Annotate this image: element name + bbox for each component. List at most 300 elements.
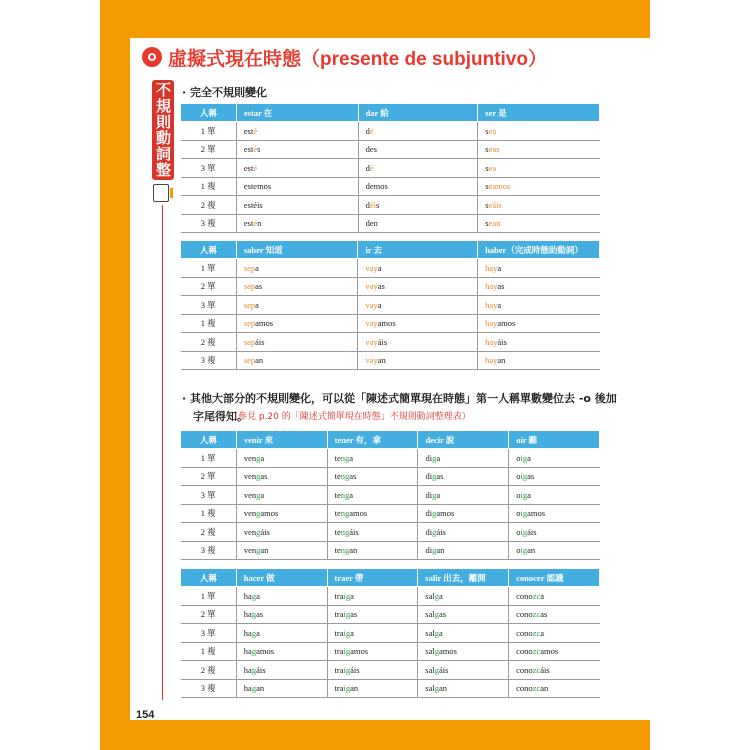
conjugation-cell bbox=[358, 122, 478, 141]
person-cell: 1 單 bbox=[181, 259, 237, 278]
verb-stem: hag bbox=[243, 646, 257, 657]
table-row bbox=[181, 351, 600, 370]
verb-highlight: vay bbox=[365, 281, 378, 292]
table-row bbox=[181, 449, 600, 468]
verb-highlight: vay bbox=[365, 355, 378, 366]
table-row bbox=[181, 259, 600, 278]
verb-stem: salg bbox=[425, 683, 439, 694]
table-row bbox=[181, 333, 600, 352]
verb-highlight: é bbox=[253, 125, 258, 136]
conjugation-cell bbox=[358, 314, 478, 333]
conjugation-table-saber-ir-haber bbox=[180, 240, 600, 370]
verb-highlight: sep bbox=[243, 318, 256, 329]
verb-highlight: an bbox=[350, 683, 359, 694]
verb-highlight: a bbox=[540, 627, 545, 638]
conjugation-cell bbox=[358, 259, 478, 278]
verb-highlight: an bbox=[260, 545, 269, 556]
verb-stem: est bbox=[243, 218, 254, 229]
verb-highlight: eamos bbox=[488, 181, 511, 192]
person-cell: 1 複 bbox=[181, 314, 237, 333]
verb-stem: den bbox=[365, 218, 378, 229]
table-row bbox=[181, 605, 600, 624]
header-verb: salir 出去，離開 bbox=[418, 569, 509, 587]
conjugation-cell bbox=[418, 449, 509, 468]
verb-stem: traig bbox=[334, 664, 351, 675]
verb-highlight: áis bbox=[540, 664, 550, 675]
verb-stem: dig bbox=[425, 489, 437, 500]
table-row bbox=[181, 214, 600, 233]
conjugation-cell bbox=[509, 605, 600, 624]
verb-highlight: a bbox=[527, 489, 531, 500]
conjugation-cell bbox=[236, 159, 358, 178]
table-row bbox=[181, 467, 600, 486]
verb-highlight: amos bbox=[349, 508, 368, 519]
conjugation-cell bbox=[358, 351, 478, 370]
header-verb: conocer 認識 bbox=[509, 569, 600, 587]
verb-stem: hag bbox=[243, 627, 257, 638]
verb-highlight: é bbox=[253, 162, 258, 173]
verb-rest: an bbox=[377, 355, 386, 366]
verb-stem: veng bbox=[243, 526, 261, 537]
conjugation-cell bbox=[478, 214, 600, 233]
verb-highlight: vay bbox=[365, 318, 378, 329]
verb-rest: as bbox=[255, 281, 263, 292]
conjugation-cell bbox=[358, 140, 478, 159]
notebook-icon bbox=[153, 184, 169, 202]
conjugation-cell bbox=[236, 504, 327, 523]
verb-highlight: an bbox=[438, 683, 448, 694]
conjugation-cell bbox=[509, 504, 600, 523]
verb-highlight: áis bbox=[350, 664, 360, 675]
person-cell: 2 單 bbox=[181, 140, 237, 159]
verb-highlight: sep bbox=[243, 299, 256, 310]
table-row bbox=[181, 661, 600, 680]
verb-highlight: ean bbox=[488, 218, 501, 229]
conjugation-cell bbox=[236, 587, 327, 606]
verb-highlight: a bbox=[256, 627, 260, 638]
header-verb: traer 帶 bbox=[327, 569, 418, 587]
person-cell: 3 複 bbox=[181, 679, 237, 698]
verb-stem: oig bbox=[516, 452, 528, 463]
conjugation-cell bbox=[236, 642, 327, 661]
conjugation-cell bbox=[478, 259, 600, 278]
verb-stem: oig bbox=[516, 526, 528, 537]
conjugation-cell bbox=[236, 661, 327, 680]
table-row bbox=[181, 486, 600, 505]
conjugation-cell bbox=[478, 277, 600, 296]
reference-note: （參見 p.20 的「陳述式簡單現在時態」不規則動詞整理表） bbox=[229, 412, 471, 422]
verb-highlight: a bbox=[349, 489, 354, 500]
person-cell: 1 複 bbox=[181, 642, 237, 661]
conjugation-cell bbox=[236, 196, 358, 215]
verb-stem: hag bbox=[243, 683, 257, 694]
page-number: 154 bbox=[136, 709, 155, 721]
verb-rest: a bbox=[497, 262, 502, 273]
verb-stem: salg bbox=[425, 664, 439, 675]
conjugation-cell bbox=[327, 504, 418, 523]
verb-stem: conozc bbox=[516, 609, 541, 620]
verb-stem: traig bbox=[334, 627, 351, 638]
verb-stem: est bbox=[243, 162, 254, 173]
verb-rest: n bbox=[257, 218, 262, 229]
conjugation-cell bbox=[236, 486, 327, 505]
conjugation-cell bbox=[236, 333, 358, 352]
person-cell: 2 複 bbox=[181, 661, 237, 680]
conjugation-cell bbox=[327, 679, 418, 698]
conjugation-cell bbox=[478, 140, 600, 159]
conjugation-cell bbox=[236, 605, 327, 624]
verb-stem: traig bbox=[334, 609, 351, 620]
person-cell: 1 單 bbox=[181, 122, 237, 141]
verb-stem: est bbox=[243, 144, 254, 155]
conjugation-cell bbox=[418, 605, 509, 624]
conjugation-cell bbox=[358, 277, 478, 296]
header-verb: haber（完成時態助動詞） bbox=[478, 241, 600, 259]
verb-rest: as bbox=[497, 281, 505, 292]
conjugation-cell bbox=[478, 333, 600, 352]
verb-highlight: amos bbox=[350, 646, 369, 657]
verb-highlight: as bbox=[438, 609, 447, 620]
conjugation-cell bbox=[327, 449, 418, 468]
conjugation-cell bbox=[509, 624, 600, 643]
conjugation-cell bbox=[236, 214, 358, 233]
conjugation-cell bbox=[478, 296, 600, 315]
verb-highlight: sep bbox=[243, 281, 256, 292]
verb-stem: des bbox=[365, 144, 377, 155]
verb-highlight: é bbox=[369, 162, 374, 173]
conjugation-cell bbox=[418, 504, 509, 523]
verb-highlight: hay bbox=[485, 262, 498, 273]
title-bullet-icon bbox=[142, 47, 162, 67]
table-header-row bbox=[181, 241, 600, 259]
verb-stem: dig bbox=[425, 452, 437, 463]
conjugation-table-hacer-traer-salir-conocer bbox=[180, 568, 600, 698]
verb-highlight: a bbox=[540, 590, 545, 601]
conjugation-cell bbox=[478, 196, 600, 215]
conjugation-cell bbox=[236, 449, 327, 468]
table-row bbox=[181, 122, 600, 141]
verb-highlight: a bbox=[256, 590, 260, 601]
verb-rest: a bbox=[377, 299, 382, 310]
verb-highlight: a bbox=[260, 489, 265, 500]
verb-highlight: as bbox=[349, 471, 357, 482]
verb-stem: d bbox=[365, 125, 370, 136]
conjugation-cell bbox=[509, 541, 600, 560]
conjugation-cell bbox=[327, 661, 418, 680]
verb-stem: dig bbox=[425, 545, 437, 556]
conjugation-cell bbox=[418, 624, 509, 643]
verb-rest: áis bbox=[497, 336, 507, 347]
verb-stem: veng bbox=[243, 452, 261, 463]
conjugation-cell bbox=[509, 523, 600, 542]
verb-highlight: eáis bbox=[488, 199, 502, 210]
verb-stem: estemos bbox=[243, 181, 272, 192]
verb-rest: s bbox=[257, 144, 261, 155]
verb-highlight: as bbox=[527, 471, 535, 482]
verb-stem: teng bbox=[334, 489, 350, 500]
section-heading-irregular: · 完全不規則變化 bbox=[182, 86, 268, 99]
person-cell: 2 單 bbox=[181, 277, 237, 296]
header-person: 人稱 bbox=[181, 569, 237, 587]
table-row bbox=[181, 277, 600, 296]
table-row bbox=[181, 196, 600, 215]
header-verb: oír 聽 bbox=[509, 431, 600, 449]
verb-stem: teng bbox=[334, 452, 350, 463]
verb-rest: an bbox=[255, 355, 264, 366]
verb-rest: an bbox=[497, 355, 506, 366]
table-row bbox=[181, 159, 600, 178]
conjugation-cell bbox=[418, 467, 509, 486]
conjugation-cell bbox=[509, 449, 600, 468]
conjugation-cell bbox=[509, 467, 600, 486]
verb-stem: conozc bbox=[516, 683, 541, 694]
person-cell: 1 複 bbox=[181, 504, 237, 523]
person-cell: 1 複 bbox=[181, 177, 237, 196]
conjugation-cell bbox=[358, 296, 478, 315]
verb-stem: dig bbox=[425, 508, 437, 519]
verb-rest: a bbox=[255, 262, 259, 273]
header-verb: ser 是 bbox=[478, 104, 600, 122]
verb-highlight: amos bbox=[436, 508, 455, 519]
section-heading-other-line1: · 其他大部分的不規則變化，可以從「陳述式簡單現在時態」第一人稱單數變位去 -o 後加 bbox=[182, 392, 617, 405]
verb-highlight: as bbox=[350, 609, 358, 620]
verb-rest: s bbox=[375, 199, 380, 210]
verb-highlight: an bbox=[349, 545, 358, 556]
conjugation-cell bbox=[236, 523, 327, 542]
verb-highlight: áis bbox=[438, 664, 449, 675]
header-verb: venir 來 bbox=[236, 431, 327, 449]
verb-highlight: hay bbox=[485, 318, 498, 329]
header-person: 人稱 bbox=[181, 241, 237, 259]
verb-stem: conozc bbox=[516, 590, 541, 601]
verb-stem: teng bbox=[334, 471, 350, 482]
conjugation-cell bbox=[236, 122, 358, 141]
verb-highlight: a bbox=[350, 590, 354, 601]
conjugation-cell bbox=[327, 642, 418, 661]
verb-highlight: é bbox=[369, 125, 374, 136]
verb-highlight: ea bbox=[488, 125, 497, 136]
conjugation-cell bbox=[236, 314, 358, 333]
verb-highlight: a bbox=[260, 452, 265, 463]
conjugation-cell bbox=[327, 486, 418, 505]
header-verb: decir 說 bbox=[418, 431, 509, 449]
conjugation-cell bbox=[236, 679, 327, 698]
verb-rest: áis bbox=[377, 336, 388, 347]
verb-stem: traig bbox=[334, 646, 351, 657]
verb-highlight: a bbox=[436, 452, 441, 463]
verb-highlight: sep bbox=[243, 336, 256, 347]
verb-stem: hag bbox=[243, 609, 257, 620]
verb-rest: as bbox=[377, 281, 385, 292]
verb-rest: amos bbox=[497, 318, 516, 329]
table-row bbox=[181, 523, 600, 542]
verb-stem: dig bbox=[425, 471, 437, 482]
verb-highlight: vay bbox=[365, 299, 378, 310]
person-cell: 1 單 bbox=[181, 587, 237, 606]
conjugation-cell bbox=[358, 159, 478, 178]
conjugation-cell bbox=[418, 486, 509, 505]
header-verb: hacer 做 bbox=[236, 569, 327, 587]
verb-highlight: áis bbox=[256, 664, 266, 675]
verb-rest: a bbox=[497, 299, 502, 310]
person-cell: 2 單 bbox=[181, 605, 237, 624]
footer-band bbox=[130, 720, 650, 750]
page-title: 虛擬式現在時態（presente de subjuntivo） bbox=[168, 49, 547, 70]
verb-stem: dig bbox=[425, 526, 437, 537]
person-cell: 2 複 bbox=[181, 523, 237, 542]
conjugation-cell bbox=[509, 486, 600, 505]
conjugation-cell bbox=[418, 661, 509, 680]
table-row bbox=[181, 624, 600, 643]
header-verb: estar 在 bbox=[236, 104, 358, 122]
conjugation-cell bbox=[358, 196, 478, 215]
verb-highlight: sep bbox=[243, 355, 256, 366]
verb-highlight: sep bbox=[243, 262, 256, 273]
verb-stem: oig bbox=[516, 545, 528, 556]
conjugation-cell bbox=[509, 679, 600, 698]
conjugation-cell bbox=[236, 177, 358, 196]
conjugation-cell bbox=[236, 296, 358, 315]
header-verb: ir 去 bbox=[358, 241, 478, 259]
table-header-row bbox=[181, 431, 600, 449]
conjugation-cell bbox=[478, 122, 600, 141]
conjugation-cell bbox=[236, 140, 358, 159]
person-cell: 1 單 bbox=[181, 449, 237, 468]
table-row bbox=[181, 541, 600, 560]
verb-highlight: amos bbox=[256, 646, 275, 657]
header-person: 人稱 bbox=[181, 431, 237, 449]
verb-highlight: amos bbox=[438, 646, 457, 657]
verb-rest: amos bbox=[377, 318, 396, 329]
header-verb: tener 有，拿 bbox=[327, 431, 418, 449]
verb-rest: amos bbox=[255, 318, 274, 329]
verb-stem: traig bbox=[334, 590, 351, 601]
verb-highlight: as bbox=[540, 609, 548, 620]
verb-highlight: ea bbox=[488, 162, 497, 173]
table-row bbox=[181, 504, 600, 523]
verb-highlight: amos bbox=[540, 646, 559, 657]
conjugation-cell bbox=[327, 624, 418, 643]
verb-highlight: a bbox=[436, 489, 441, 500]
conjugation-cell bbox=[418, 541, 509, 560]
conjugation-cell bbox=[327, 467, 418, 486]
conjugation-cell bbox=[478, 177, 600, 196]
conjugation-cell bbox=[358, 333, 478, 352]
verb-highlight: áis bbox=[527, 526, 537, 537]
side-tab-label: 不規則動詞整理 bbox=[132, 82, 172, 178]
person-cell: 2 單 bbox=[181, 467, 237, 486]
conjugation-cell bbox=[327, 523, 418, 542]
header-verb: saber 知道 bbox=[236, 241, 358, 259]
person-cell: 3 單 bbox=[181, 159, 237, 178]
conjugation-cell bbox=[418, 587, 509, 606]
conjugation-cell bbox=[236, 467, 327, 486]
conjugation-cell bbox=[327, 541, 418, 560]
conjugation-cell bbox=[327, 587, 418, 606]
verb-highlight: a bbox=[438, 627, 443, 638]
table-row bbox=[181, 679, 600, 698]
verb-stem: hag bbox=[243, 590, 257, 601]
verb-highlight: éi bbox=[369, 199, 376, 210]
conjugation-cell bbox=[418, 679, 509, 698]
verb-stem: s bbox=[485, 125, 489, 136]
verb-highlight: amos bbox=[527, 508, 546, 519]
verb-stem: veng bbox=[243, 471, 261, 482]
verb-highlight: é bbox=[253, 144, 258, 155]
verb-highlight: as bbox=[436, 471, 444, 482]
verb-stem: s bbox=[485, 181, 489, 192]
person-cell: 3 單 bbox=[181, 624, 237, 643]
verb-highlight: a bbox=[350, 627, 354, 638]
table-header-row bbox=[181, 104, 600, 122]
conjugation-cell bbox=[327, 605, 418, 624]
verb-highlight: an bbox=[540, 683, 549, 694]
verb-highlight: áis bbox=[436, 526, 446, 537]
conjugation-table-venir-tener-decir-oir bbox=[180, 430, 600, 560]
table-header-row bbox=[181, 569, 600, 587]
verb-stem: demos bbox=[365, 181, 388, 192]
verb-stem: conozc bbox=[516, 646, 541, 657]
verb-highlight: an bbox=[527, 545, 536, 556]
verb-highlight: é bbox=[253, 218, 258, 229]
conjugation-cell bbox=[236, 259, 358, 278]
verb-stem: d bbox=[365, 199, 370, 210]
verb-highlight: hay bbox=[485, 336, 498, 347]
conjugation-cell bbox=[236, 277, 358, 296]
person-cell: 2 複 bbox=[181, 196, 237, 215]
verb-stem: veng bbox=[243, 489, 261, 500]
verb-stem: salg bbox=[425, 590, 439, 601]
table-row bbox=[181, 296, 600, 315]
verb-stem: hag bbox=[243, 664, 257, 675]
table-row bbox=[181, 314, 600, 333]
verb-stem: estéis bbox=[243, 199, 263, 210]
verb-rest: áis bbox=[255, 336, 265, 347]
verb-stem: oig bbox=[516, 489, 528, 500]
verb-stem: salg bbox=[425, 609, 439, 620]
conjugation-cell bbox=[358, 214, 478, 233]
verb-stem: oig bbox=[516, 508, 528, 519]
verb-stem: veng bbox=[243, 545, 261, 556]
conjugation-cell bbox=[509, 587, 600, 606]
verb-stem: teng bbox=[334, 526, 350, 537]
verb-highlight: an bbox=[436, 545, 445, 556]
verb-stem: veng bbox=[243, 508, 261, 519]
conjugation-cell bbox=[236, 624, 327, 643]
conjugation-cell bbox=[418, 642, 509, 661]
conjugation-cell bbox=[509, 661, 600, 680]
verb-stem: s bbox=[485, 218, 489, 229]
verb-stem: est bbox=[243, 125, 254, 136]
verb-stem: traig bbox=[334, 683, 351, 694]
verb-stem: salg bbox=[425, 646, 439, 657]
person-cell: 3 單 bbox=[181, 486, 237, 505]
person-cell: 3 複 bbox=[181, 351, 237, 370]
verb-stem: teng bbox=[334, 508, 350, 519]
verb-rest: a bbox=[255, 299, 259, 310]
person-cell: 2 複 bbox=[181, 333, 237, 352]
verb-highlight: as bbox=[260, 471, 268, 482]
header-person: 人稱 bbox=[181, 104, 237, 122]
person-cell: 3 複 bbox=[181, 541, 237, 560]
conjugation-table-estar-dar-ser bbox=[180, 103, 600, 233]
verb-stem: d bbox=[365, 162, 370, 173]
verb-stem: s bbox=[485, 162, 489, 173]
verb-stem: oig bbox=[516, 471, 528, 482]
verb-highlight: hay bbox=[485, 281, 498, 292]
person-cell: 3 複 bbox=[181, 214, 237, 233]
verb-stem: conozc bbox=[516, 664, 541, 675]
